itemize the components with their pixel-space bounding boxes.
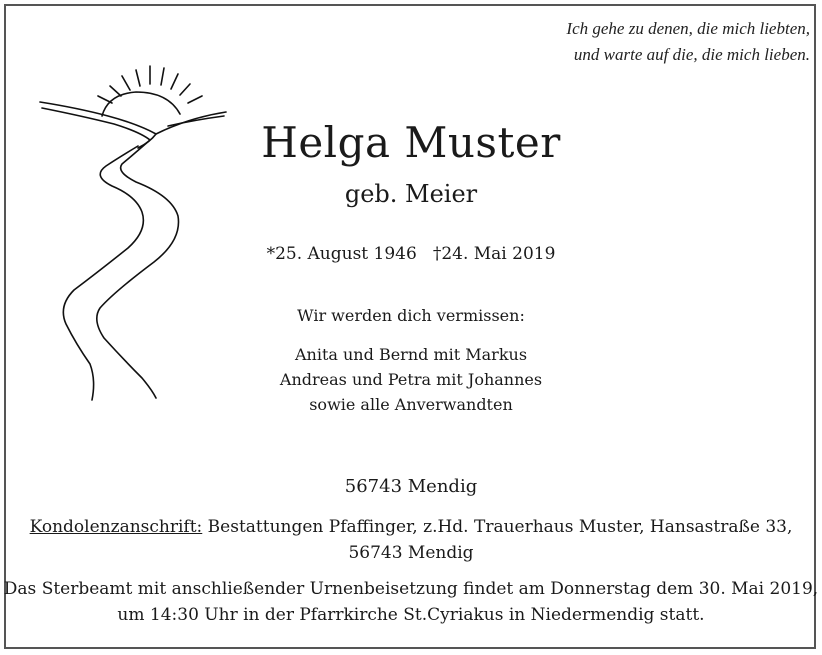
family-line-1: Anita und Bernd mit Markus — [294, 345, 528, 364]
message: Wir werden dich vermissen: — [297, 306, 525, 325]
quote — [566, 16, 810, 68]
death-date: †24. Mai 2019 — [432, 244, 556, 264]
quote-line-2: und warte auf die, die mich lieben. — [573, 45, 810, 64]
condolence-address — [0, 514, 822, 566]
service-line-1: Das Sterbeamt mit anschließender Urnenbeisetzung findet am Donnerstag dem 30. Mai 2019, — [3, 579, 819, 599]
service-line-2: um 14:30 Uhr in der Pfarrkirche St.Cyriakus in Niedermendig statt. — [117, 605, 705, 625]
birth-date: *25. August 1946 — [266, 244, 417, 264]
deceased-name: Helga Muster — [261, 118, 561, 167]
life-dates — [0, 244, 822, 264]
family-line-3: sowie alle Anverwandten — [309, 395, 513, 414]
city: 56743 Mendig — [344, 476, 478, 497]
quote-line-1: Ich gehe zu denen, die mich liebten, — [566, 19, 810, 38]
condolence-city: 56743 Mendig — [348, 543, 474, 563]
family-list — [0, 342, 822, 417]
maiden-name: geb. Meier — [344, 180, 478, 208]
condolence-street: Bestattungen Pfaffinger, z.Hd. Trauerhaus Muster, Hansastraße 33, — [202, 517, 793, 537]
condolence-label: Kondolenzanschrift: — [29, 517, 203, 537]
service-info — [0, 576, 822, 628]
family-line-2: Andreas und Petra mit Johannes — [279, 370, 543, 389]
